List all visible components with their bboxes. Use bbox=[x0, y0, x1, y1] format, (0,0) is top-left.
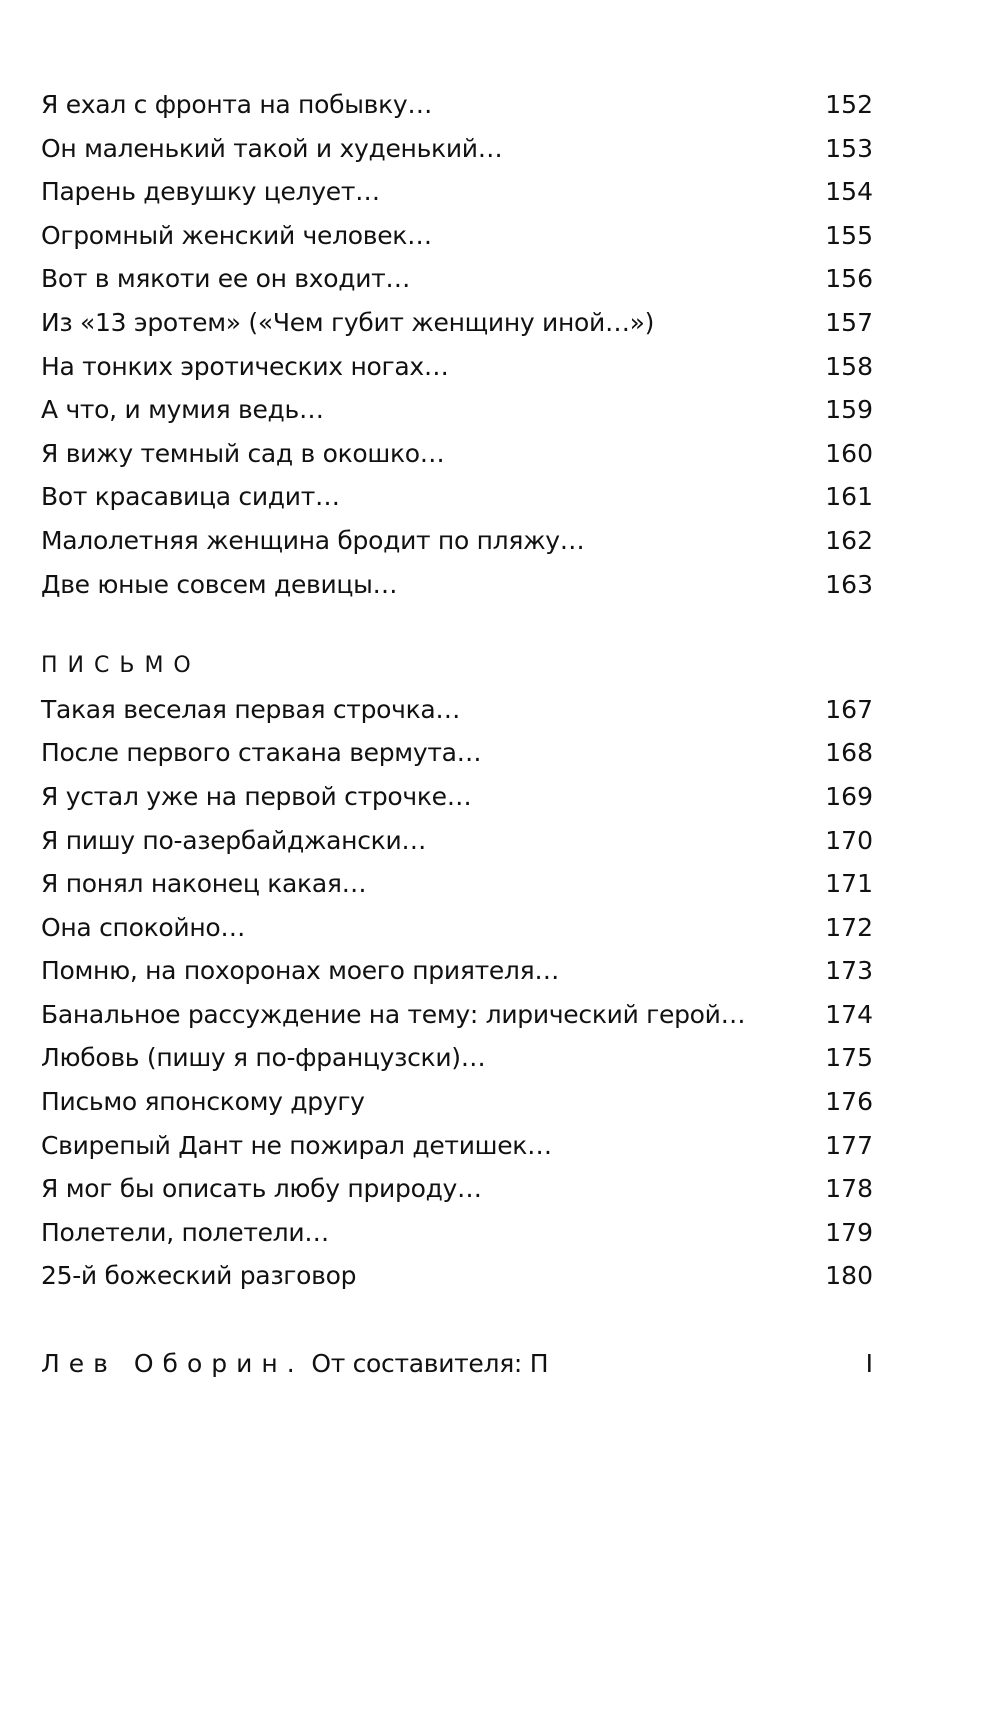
entry-title: Письмо японскому другу bbox=[41, 1087, 365, 1117]
entry-title: Две юные совсем девицы… bbox=[41, 569, 398, 599]
entry-page-number: 171 bbox=[825, 869, 873, 899]
entry-title: Я устал уже на первой строчке… bbox=[41, 781, 472, 811]
entry-page-number: 152 bbox=[825, 90, 873, 119]
section-heading: ПИСЬМО bbox=[41, 653, 201, 679]
entry-page-number: 168 bbox=[825, 738, 873, 768]
toc-entry bbox=[41, 563, 873, 607]
entry-page-number: 174 bbox=[825, 999, 873, 1029]
entry-title: Любовь (пишу я по-французски)… bbox=[41, 1043, 486, 1073]
section-spacer bbox=[41, 1298, 873, 1342]
entry-page-number: 162 bbox=[825, 525, 873, 555]
entry-title: Я вижу темный сад в окошко… bbox=[41, 438, 445, 468]
entry-title: Она спокойно… bbox=[41, 912, 246, 942]
entry-title: Банальное рассуждение на тему: лирический герой… bbox=[41, 999, 746, 1029]
toc-entry bbox=[41, 432, 873, 476]
entry-page-number: 156 bbox=[825, 264, 873, 294]
entry-title: Такая веселая первая строчка… bbox=[41, 694, 461, 724]
afterword-line bbox=[41, 1342, 548, 1386]
toc-entry bbox=[41, 345, 873, 389]
toc-entry-afterword bbox=[41, 1342, 873, 1386]
toc-entry bbox=[41, 170, 873, 214]
toc-entry bbox=[41, 862, 873, 906]
entry-page-number: 153 bbox=[825, 133, 873, 163]
entry-page-number: 155 bbox=[825, 220, 873, 250]
entry-title: Я мог бы описать любу природу… bbox=[41, 1174, 482, 1204]
entry-page-number: 163 bbox=[825, 569, 873, 599]
toc-entry bbox=[41, 127, 873, 171]
entry-title: Парень девушку целует… bbox=[41, 177, 380, 207]
toc-entry bbox=[41, 1211, 873, 1255]
toc-entry bbox=[41, 1167, 873, 1211]
toc-entry bbox=[41, 214, 873, 258]
entry-title: А что, и мумия ведь… bbox=[41, 395, 324, 425]
entry-page-number: 167 bbox=[825, 694, 873, 724]
table-of-contents bbox=[41, 83, 873, 1385]
entry-title: Огромный женский человек… bbox=[41, 220, 432, 250]
toc-entry bbox=[41, 1036, 873, 1080]
entry-title: Я понял наконец какая… bbox=[41, 869, 367, 899]
toc-entry bbox=[41, 775, 873, 819]
toc-entry bbox=[41, 731, 873, 775]
toc-entry bbox=[41, 301, 873, 345]
entry-title: Помню, на похоронах моего приятеля… bbox=[41, 956, 560, 986]
toc-section-2 bbox=[41, 644, 873, 1298]
section-spacer bbox=[41, 606, 873, 644]
entry-page-number: 176 bbox=[825, 1087, 873, 1117]
entry-page-number: 177 bbox=[825, 1130, 873, 1160]
entry-page-number: I bbox=[865, 1348, 873, 1378]
toc-entry bbox=[41, 475, 873, 519]
entry-page-number: 175 bbox=[825, 1043, 873, 1073]
toc-entry bbox=[41, 519, 873, 563]
entry-page-number: 179 bbox=[825, 1217, 873, 1247]
entry-page-number: 160 bbox=[825, 438, 873, 468]
entry-title: Из «13 эротем» («Чем губит женщину иной…») bbox=[41, 307, 655, 337]
entry-page-number: 158 bbox=[825, 351, 873, 381]
toc-entry bbox=[41, 388, 873, 432]
toc-entry bbox=[41, 1080, 873, 1124]
afterword-title: От составителя: П bbox=[311, 1348, 549, 1378]
entry-title: Малолетняя женщина бродит по пляжу… bbox=[41, 525, 585, 555]
afterword-author: Лев Оборин. bbox=[41, 1348, 304, 1378]
entry-page-number: 154 bbox=[825, 177, 873, 207]
entry-title: Полетели, полетели… bbox=[41, 1217, 329, 1247]
toc-entry bbox=[41, 1124, 873, 1168]
entry-title: 25-й божеский разговор bbox=[41, 1261, 357, 1291]
entry-title: После первого стакана вермута… bbox=[41, 738, 482, 768]
entry-page-number: 169 bbox=[825, 781, 873, 811]
toc-entry bbox=[41, 949, 873, 993]
toc-entry bbox=[41, 83, 873, 127]
entry-page-number: 180 bbox=[825, 1261, 873, 1291]
toc-section-1 bbox=[41, 83, 873, 606]
entry-title: Вот красавица сидит… bbox=[41, 482, 340, 512]
entry-page-number: 173 bbox=[825, 956, 873, 986]
entry-title: Я пишу по-азербайджански… bbox=[41, 825, 427, 855]
entry-title: На тонких эротических ногах… bbox=[41, 351, 449, 381]
toc-entry bbox=[41, 819, 873, 863]
entry-title: Вот в мякоти ее он входит… bbox=[41, 264, 411, 294]
entry-page-number: 172 bbox=[825, 912, 873, 942]
entry-title: Я ехал с фронта на побывку… bbox=[41, 90, 433, 119]
entry-page-number: 170 bbox=[825, 825, 873, 855]
toc-entry bbox=[41, 993, 873, 1037]
toc-entry bbox=[41, 1254, 873, 1298]
toc-entry bbox=[41, 257, 873, 301]
entry-title: Он маленький такой и худенький… bbox=[41, 133, 503, 163]
entry-page-number: 157 bbox=[825, 307, 873, 337]
toc-entry bbox=[41, 906, 873, 950]
entry-page-number: 161 bbox=[825, 482, 873, 512]
toc-entry bbox=[41, 688, 873, 732]
entry-page-number: 178 bbox=[825, 1174, 873, 1204]
entry-page-number: 159 bbox=[825, 395, 873, 425]
entry-title: Свирепый Дант не пожирал детишек… bbox=[41, 1130, 552, 1160]
